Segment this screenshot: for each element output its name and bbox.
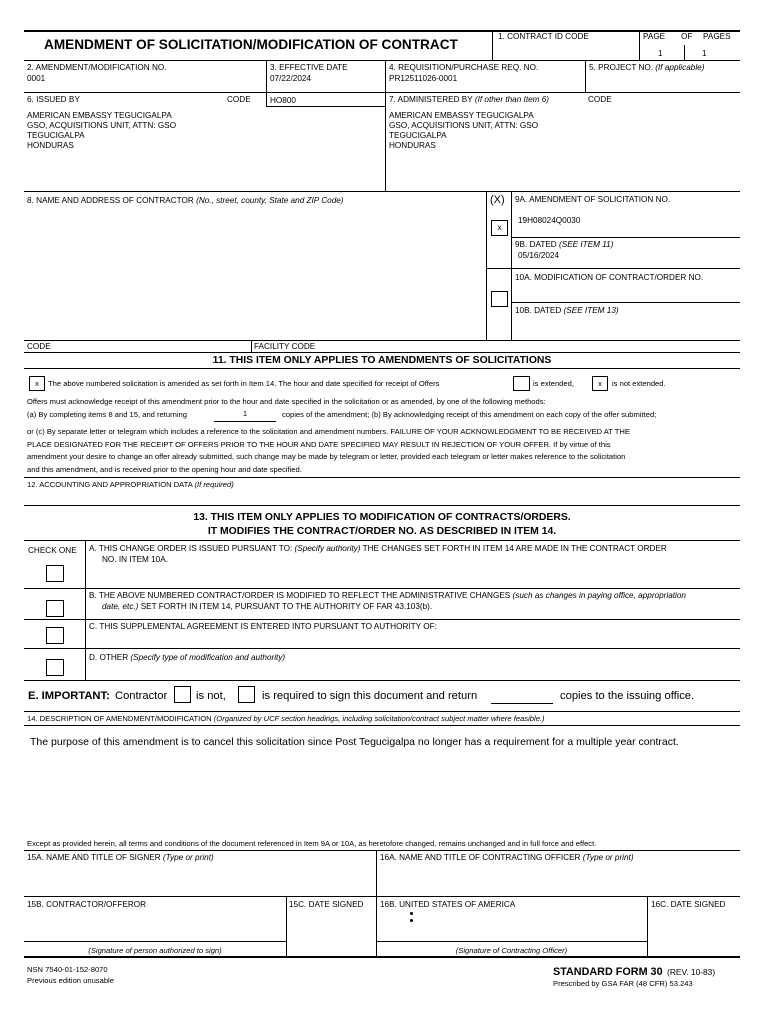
solicitation-amended-checkbox[interactable]: x	[29, 376, 45, 391]
option-a-checkbox[interactable]	[46, 565, 64, 582]
item-14-description[interactable]: The purpose of this amendment is to cancel this solicitation since Post Tegucigalpa no longer has a requirement for a multiple year contract.	[30, 736, 679, 748]
divider	[24, 191, 740, 192]
option-a-note: (Specify authority)	[294, 544, 361, 553]
dated-9b-label	[515, 240, 613, 250]
option-b-note: (such as changes in paying office, appropriation	[512, 591, 686, 600]
item-14-label	[27, 714, 545, 723]
modification-checkbox[interactable]	[491, 291, 508, 307]
divider	[266, 92, 267, 106]
divider	[24, 680, 740, 681]
form-title: AMENDMENT OF SOLICITATION/MODIFICATION OF CONTRACT	[44, 37, 458, 52]
amendment-of-solicitation-label: 9A. AMENDMENT OF SOLICITATION NO.	[515, 195, 671, 204]
check-one-label: CHECK ONE	[28, 546, 77, 555]
option-d-checkbox[interactable]	[46, 659, 64, 676]
important-label: E. IMPORTANT:	[28, 690, 110, 702]
bottom-border	[24, 956, 740, 958]
except-text: Except as provided herein, all terms and conditions of the document referenced in Item 9A or 10A, as heretofore changed, remains unchanged and in full force and effect.	[27, 839, 597, 848]
date-signed-16c-label: 16C. DATE SIGNED	[651, 900, 726, 909]
amendment-of-solicitation-value[interactable]: 19H08024Q0030	[518, 216, 581, 225]
option-a-rest: THE CHANGES SET FORTH IN ITEM 14 ARE MADE IN THE CONTRACT ORDER	[362, 544, 667, 553]
item-11-heading: 11. THIS ITEM ONLY APPLIES TO AMENDMENTS OF SOLICITATIONS	[212, 355, 552, 366]
divider	[24, 711, 740, 712]
dated-9b-text: 9B. DATED	[515, 240, 557, 249]
option-c-checkbox[interactable]	[46, 627, 64, 644]
modification-no-label: 10A. MODIFICATION OF CONTRACT/ORDER NO.	[515, 273, 704, 282]
divider	[486, 191, 487, 340]
option-a-lead: A. THIS CHANGE ORDER IS ISSUED PURSUANT TO:	[89, 544, 293, 553]
requisition-value[interactable]: PR12511026-0001	[389, 74, 458, 83]
previous-edition: Previous edition unusable	[27, 976, 114, 985]
administered-by-note: (If other than Item 6)	[474, 95, 550, 104]
contractor-label-note: (No., street, county, State and ZIP Code)	[196, 196, 344, 205]
not-extended-label: is not extended.	[612, 379, 666, 388]
divider	[24, 92, 740, 93]
issued-by-label: 6. ISSUED BY	[27, 95, 80, 104]
amendment-no-label: 2. AMENDMENT/MODIFICATION NO.	[27, 63, 167, 72]
issued-by-address[interactable]: AMERICAN EMBASSY TEGUCIGALPA GSO, ACQUISITIONS UNIT, ATTN: GSO TEGUCIGALPA HONDURAS	[27, 111, 177, 150]
issued-code-value[interactable]: HO800	[270, 96, 296, 105]
project-no-label	[589, 63, 704, 73]
not-extended-checkbox[interactable]: x	[592, 376, 608, 391]
solicitation-amended-text: The above numbered solicitation is amended as set forth in Item 14. The hour and date specified for receipt of Offers	[48, 379, 440, 388]
divider	[24, 619, 740, 620]
option-b-text	[89, 591, 686, 601]
signature-mark	[410, 912, 413, 915]
item-13-subheading: IT MODIFIES THE CONTRACT/ORDER NO. AS DESCRIBED IN ITEM 14.	[207, 526, 557, 537]
divider	[24, 505, 740, 506]
option-d-lead: D. OTHER	[89, 653, 129, 662]
option-a-text-2: NO. IN ITEM 10A.	[102, 555, 168, 564]
united-states-label: 16B. UNITED STATES OF AMERICA	[380, 900, 516, 909]
divider	[684, 45, 685, 60]
signer-name-text: 15A. NAME AND TITLE OF SIGNER	[27, 853, 161, 862]
option-b-text-2	[102, 602, 432, 612]
divider	[24, 477, 740, 478]
dated-10b-note: (SEE ITEM 13)	[563, 306, 619, 315]
nsn-number: NSN 7540-01-152-8070	[27, 965, 108, 974]
form-number	[553, 964, 715, 979]
divider	[24, 540, 740, 541]
officer-signature-line[interactable]	[376, 941, 647, 942]
divider	[266, 60, 267, 92]
dated-10b-text: 10B. DATED	[515, 306, 562, 315]
contractor-label-text: 8. NAME AND ADDRESS OF CONTRACTOR	[27, 196, 194, 205]
dated-10b-label	[515, 306, 619, 316]
administered-by-label	[389, 95, 549, 105]
administered-code-label: CODE	[588, 95, 612, 104]
issued-code-label: CODE	[227, 95, 251, 104]
divider	[585, 60, 586, 92]
effective-date-value[interactable]: 07/22/2024	[270, 74, 311, 83]
page-value[interactable]: 1	[658, 49, 663, 58]
contracting-officer-label	[380, 853, 634, 863]
signer-name-label	[27, 853, 214, 863]
contract-id-label: 1. CONTRACT ID CODE	[498, 32, 589, 41]
important-copies: copies to the issuing office.	[560, 690, 695, 702]
contractor-label	[27, 196, 344, 206]
option-b-checkbox[interactable]	[46, 600, 64, 617]
copies-underline	[214, 421, 276, 422]
option-c-text: C. THIS SUPPLEMENTAL AGREEMENT IS ENTERED INTO PURSUANT TO AUTHORITY OF:	[89, 622, 437, 631]
item-13-heading: 13. THIS ITEM ONLY APPLIES TO MODIFICATION OF CONTRACTS/ORDERS.	[193, 512, 571, 523]
change-offer-text: amendment your desire to change an offer already submitted, such change may be made by telegram or letter, provided each telegram or letter makes reference to the solicitation	[27, 452, 626, 461]
divider	[492, 30, 493, 60]
important-contractor: Contractor	[115, 690, 168, 702]
contractor-is-required-checkbox[interactable]	[238, 686, 255, 703]
divider	[286, 896, 287, 956]
pages-label: PAGES	[703, 32, 731, 41]
effective-date-label: 3. EFFECTIVE DATE	[270, 63, 348, 72]
requisition-label: 4. REQUISITION/PURCHASE REQ. NO.	[389, 63, 539, 72]
facility-code-label: FACILITY CODE	[254, 342, 316, 351]
extended-label: is extended,	[533, 379, 574, 388]
x-column-label: (X)	[490, 194, 505, 206]
form-name: STANDARD FORM 30	[553, 966, 663, 978]
important-is-not: is not,	[196, 690, 226, 702]
item-14-note: (Organized by UCF section headings, including solicitation/contract subject matter where feasible.)	[213, 714, 545, 723]
option-b-rest: SET FORTH IN ITEM 14, PURSUANT TO THE AUTHORITY OF FAR 43.103(b).	[140, 602, 433, 611]
date-signed-15c-label: 15C. DATE SIGNED	[289, 900, 364, 909]
amendment-checkbox[interactable]: x	[491, 220, 508, 236]
divider	[266, 106, 385, 107]
accounting-label	[27, 480, 234, 489]
dated-9b-note: (SEE ITEM 11)	[559, 240, 614, 249]
failure-text: PLACE DESIGNATED FOR THE RECEIPT OF OFFERS PRIOR TO THE HOUR AND DATE SPECIFIED MAY RESULT IN REJECTION OF YOUR OFFER. If by virtue of this	[27, 440, 611, 449]
option-a-text	[89, 544, 667, 554]
divider	[385, 92, 386, 191]
divider	[24, 340, 740, 341]
page-label: PAGE	[643, 32, 666, 41]
divider	[486, 268, 740, 269]
project-no-note: (If applicable)	[655, 63, 705, 72]
prescribed-by: Prescribed by GSA FAR (48 CFR) 53.243	[553, 979, 693, 988]
divider	[511, 191, 512, 340]
administered-by-address[interactable]: AMERICAN EMBASSY TEGUCIGALPA GSO, ACQUISITIONS UNIT, ATTN: GSO TEGUCIGALPA HONDURAS	[389, 111, 539, 150]
divider	[24, 368, 740, 369]
divider	[639, 30, 640, 60]
accounting-note: (If required)	[194, 480, 234, 489]
pages-value[interactable]: 1	[702, 49, 707, 58]
signature-officer-caption: (Signature of Contracting Officer)	[455, 946, 568, 955]
signature-person-caption: (Signature of person authorized to sign)	[88, 946, 222, 955]
of-label: OF	[681, 32, 693, 41]
option-d-text	[89, 653, 285, 663]
divider	[85, 540, 86, 680]
method-b-text: copies of the amendment; (b) By acknowledging receipt of this amendment on each copy of the offer submitted;	[282, 410, 657, 419]
divider	[385, 60, 386, 92]
option-b-lead: B. THE ABOVE NUMBERED CONTRACT/ORDER IS MODIFIED TO REFLECT THE ADMINISTRATIVE CHANGES	[89, 591, 511, 600]
divider	[24, 648, 740, 649]
divider	[24, 60, 740, 61]
important-is-required: is required to sign this document and return	[262, 690, 478, 702]
accounting-text: 12. ACCOUNTING AND APPROPRIATION DATA	[27, 480, 193, 489]
option-b-note-2: date, etc.)	[102, 602, 139, 611]
divider	[251, 340, 252, 352]
signature-mark	[410, 919, 413, 922]
contractor-offeror-label: 15B. CONTRACTOR/OFFEROR	[27, 900, 147, 909]
amendment-no-value[interactable]: 0001	[27, 74, 46, 83]
contractor-signature-line[interactable]	[24, 941, 286, 942]
option-d-note: (Specify type of modification and authority)	[130, 653, 286, 662]
divider	[511, 237, 740, 238]
method-a-text: (a) By completing items 8 and 15, and returning	[27, 410, 187, 419]
divider	[511, 302, 740, 303]
divider	[24, 896, 740, 897]
divider	[24, 352, 740, 353]
method-c-text: or (c) By separate letter or telegram which includes a reference to the solicitation and amendment numbers. FAILURE OF YOUR ACKNOWLEDGMENT TO BE RECEIVED AT THE	[27, 427, 630, 436]
administered-by-text: 7. ADMINISTERED BY	[389, 95, 473, 104]
copies-returned-field[interactable]: 1	[242, 409, 248, 418]
contracting-officer-note: (Type or print)	[582, 853, 634, 862]
item-14-text: 14. DESCRIPTION OF AMENDMENT/MODIFICATION	[27, 714, 212, 723]
extended-checkbox[interactable]	[513, 376, 530, 391]
dated-9b-value[interactable]: 05/16/2024	[518, 251, 559, 260]
signer-name-note: (Type or print)	[162, 853, 214, 862]
top-border	[24, 30, 740, 32]
contracting-officer-text: 16A. NAME AND TITLE OF CONTRACTING OFFICER	[380, 853, 581, 862]
divider	[647, 896, 648, 956]
copies-return-field[interactable]	[491, 703, 553, 704]
divider	[24, 850, 740, 851]
form-revision: (REV. 10-83)	[667, 967, 716, 977]
project-no-text: 5. PROJECT NO.	[589, 63, 653, 72]
acknowledge-text: Offers must acknowledge receipt of this amendment prior to the hour and date specified in the solicitation or as amended, by one of the following methods:	[27, 397, 546, 406]
contractor-code-label: CODE	[27, 342, 51, 351]
divider	[24, 588, 740, 589]
contractor-is-not-checkbox[interactable]	[174, 686, 191, 703]
opening-hour-text: and this amendment, and is received prior to the opening hour and date specified.	[27, 465, 302, 474]
divider	[24, 725, 740, 726]
